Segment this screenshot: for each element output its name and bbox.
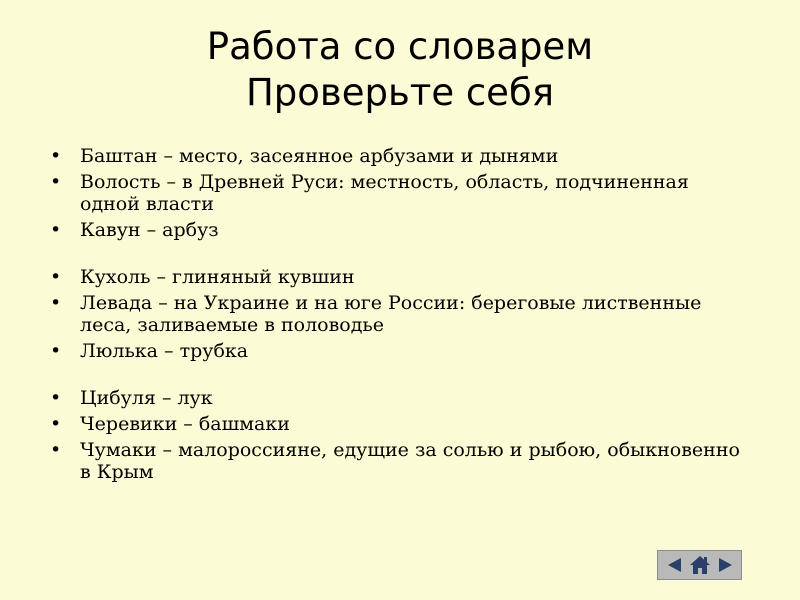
list-item (50, 292, 750, 336)
slide-title-line-1: Работа со словарем (206, 25, 594, 68)
glossary-list (50, 145, 750, 487)
list-item-text: Люлька – трубка (80, 340, 249, 362)
list-item (50, 439, 750, 483)
list-item (50, 145, 750, 167)
slide-title (0, 24, 800, 116)
home-icon (689, 555, 711, 575)
bullet-icon: • (50, 145, 62, 167)
list-item (50, 413, 750, 435)
list-item-text: Чумаки – малороссияне, едущие за солью и рыбою, обыкновенно в Крым (80, 439, 740, 483)
bullet-icon: • (50, 439, 62, 461)
bullet-icon: • (50, 292, 62, 314)
bullet-icon: • (50, 219, 62, 241)
list-item (50, 340, 750, 362)
list-item (50, 387, 750, 409)
list-item (50, 219, 750, 241)
slide-navigation-bar (657, 550, 742, 580)
forward-button[interactable] (713, 553, 737, 577)
list-item-text: Волость – в Древней Руси: местность, область, подчиненная одной власти (80, 171, 689, 215)
list-item-text: Кавун – арбуз (80, 219, 219, 241)
bullet-icon: • (50, 171, 62, 193)
list-item (50, 171, 750, 215)
arrow-left-icon (666, 556, 684, 574)
bullet-icon: • (50, 266, 62, 288)
home-button[interactable] (688, 553, 712, 577)
arrow-right-icon (716, 556, 734, 574)
bullet-icon: • (50, 387, 62, 409)
list-item-text: Левада – на Украине и на юге России: береговые лиственные леса, заливаемые в половодье (80, 292, 702, 336)
list-item-text: Кухоль – глиняный кувшин (80, 266, 355, 288)
list-item (50, 266, 750, 288)
bullet-icon: • (50, 340, 62, 362)
bullet-icon: • (50, 413, 62, 435)
list-item-text: Черевики – башмаки (80, 413, 290, 435)
slide-title-line-2: Проверьте себя (245, 71, 555, 114)
list-item-text: Баштан – место, засеянное арбузами и дынями (80, 145, 559, 167)
list-item-text: Цибуля – лук (80, 387, 213, 409)
back-button[interactable] (663, 553, 687, 577)
